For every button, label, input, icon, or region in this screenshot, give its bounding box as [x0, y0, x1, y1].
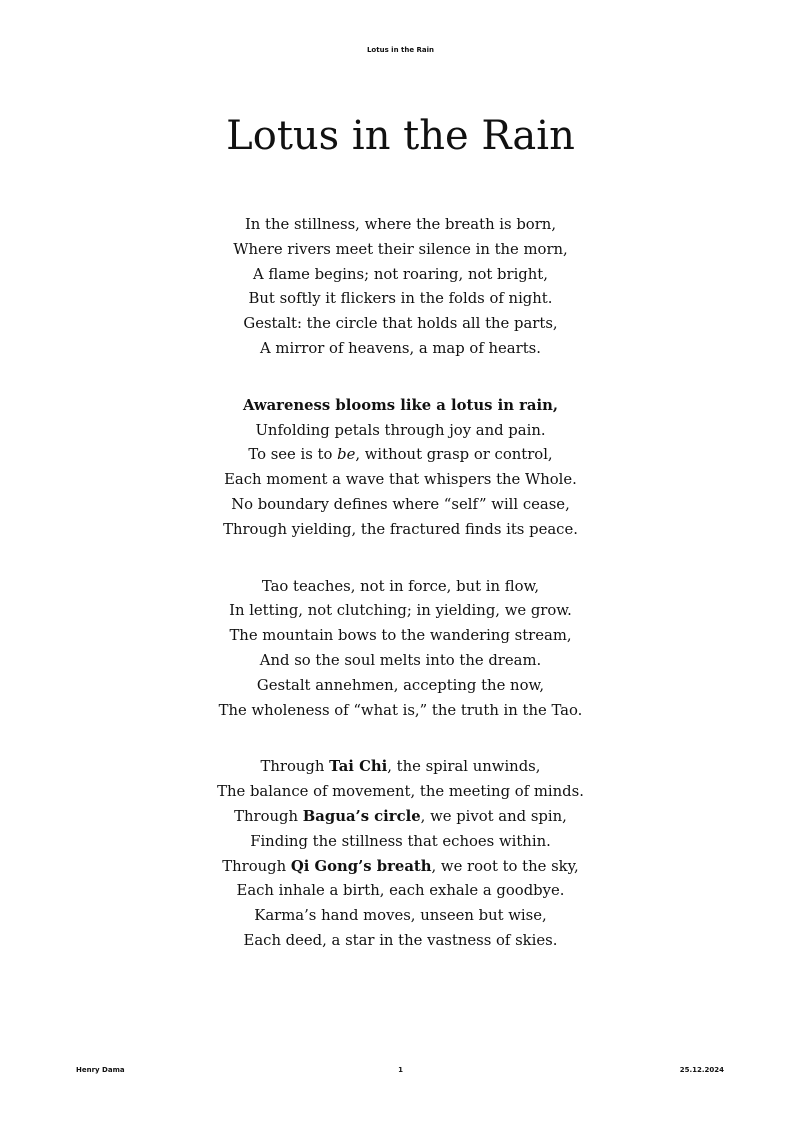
- poem-title: Lotus in the Rain: [226, 113, 575, 159]
- poem-line: A mirror of heavens, a map of hearts.: [260, 339, 541, 357]
- poem-line: Where rivers meet their silence in the morn,: [233, 240, 568, 258]
- poem-line: Through Tai Chi, the spiral unwinds,: [260, 758, 541, 776]
- poem-body: [0, 213, 801, 986]
- footer-page-number: 1: [398, 1066, 403, 1074]
- poem-line: A flame begins; not roaring, not bright,: [253, 265, 548, 283]
- poem-line: Through Qi Gong’s breath, we root to the sky,: [222, 857, 579, 875]
- poem-line: In the stillness, where the breath is born,: [244, 216, 557, 233]
- stanza: [0, 213, 801, 362]
- poem-line: The mountain bows to the wandering stream,: [229, 627, 572, 645]
- poem-line: And so the soul melts into the dream.: [259, 651, 542, 669]
- poem-line: Finding the stillness that echoes within.: [250, 832, 551, 850]
- stanza: [0, 755, 801, 953]
- bold-text: Qi Gong’s breath: [290, 857, 432, 875]
- poem-line: Gestalt annehmen, accepting the now,: [256, 676, 545, 694]
- poem-line: In letting, not clutching; in yielding, we grow.: [229, 602, 572, 620]
- stanza: [0, 575, 801, 724]
- footer-author: Henry Dama: [76, 1066, 125, 1074]
- footer-date: 25.12.2024: [679, 1066, 724, 1074]
- italic-text: be: [337, 446, 356, 464]
- poem-line: No boundary defines where “self” will cease,: [231, 495, 570, 513]
- poem-line: The wholeness of “what is,” the truth in the Tao.: [218, 701, 583, 719]
- poem-line: Each moment a wave that whispers the Whole.: [224, 471, 577, 489]
- poem-line: Each deed, a star in the vastness of skies.: [243, 931, 558, 949]
- poem-line: Through Bagua’s circle, we pivot and spin,: [234, 807, 567, 825]
- poem-line: The balance of movement, the meeting of minds.: [217, 783, 584, 801]
- running-header: Lotus in the Rain: [366, 46, 435, 54]
- poem-line: Unfolding petals through joy and pain.: [255, 421, 546, 439]
- poem-line: To see is to be, without grasp or control,: [248, 446, 553, 464]
- bold-text: Bagua’s circle: [302, 807, 421, 825]
- bold-text: Awareness blooms like a lotus in rain,: [242, 396, 559, 414]
- poem-line: Karma’s hand moves, unseen but wise,: [254, 907, 547, 925]
- poem-line: Each inhale a birth, each exhale a goodbye.: [236, 882, 565, 900]
- poem-line: Gestalt: the circle that holds all the parts,: [243, 315, 558, 333]
- stanza: [0, 394, 801, 543]
- poem-line: Through yielding, the fractured finds its peace.: [223, 520, 578, 538]
- poem-line: But softly it flickers in the folds of night.: [248, 290, 553, 308]
- bold-text: Tai Chi: [329, 758, 388, 776]
- poem-line: [0, 394, 801, 419]
- poem-line: Tao teaches, not in force, but in flow,: [261, 577, 540, 595]
